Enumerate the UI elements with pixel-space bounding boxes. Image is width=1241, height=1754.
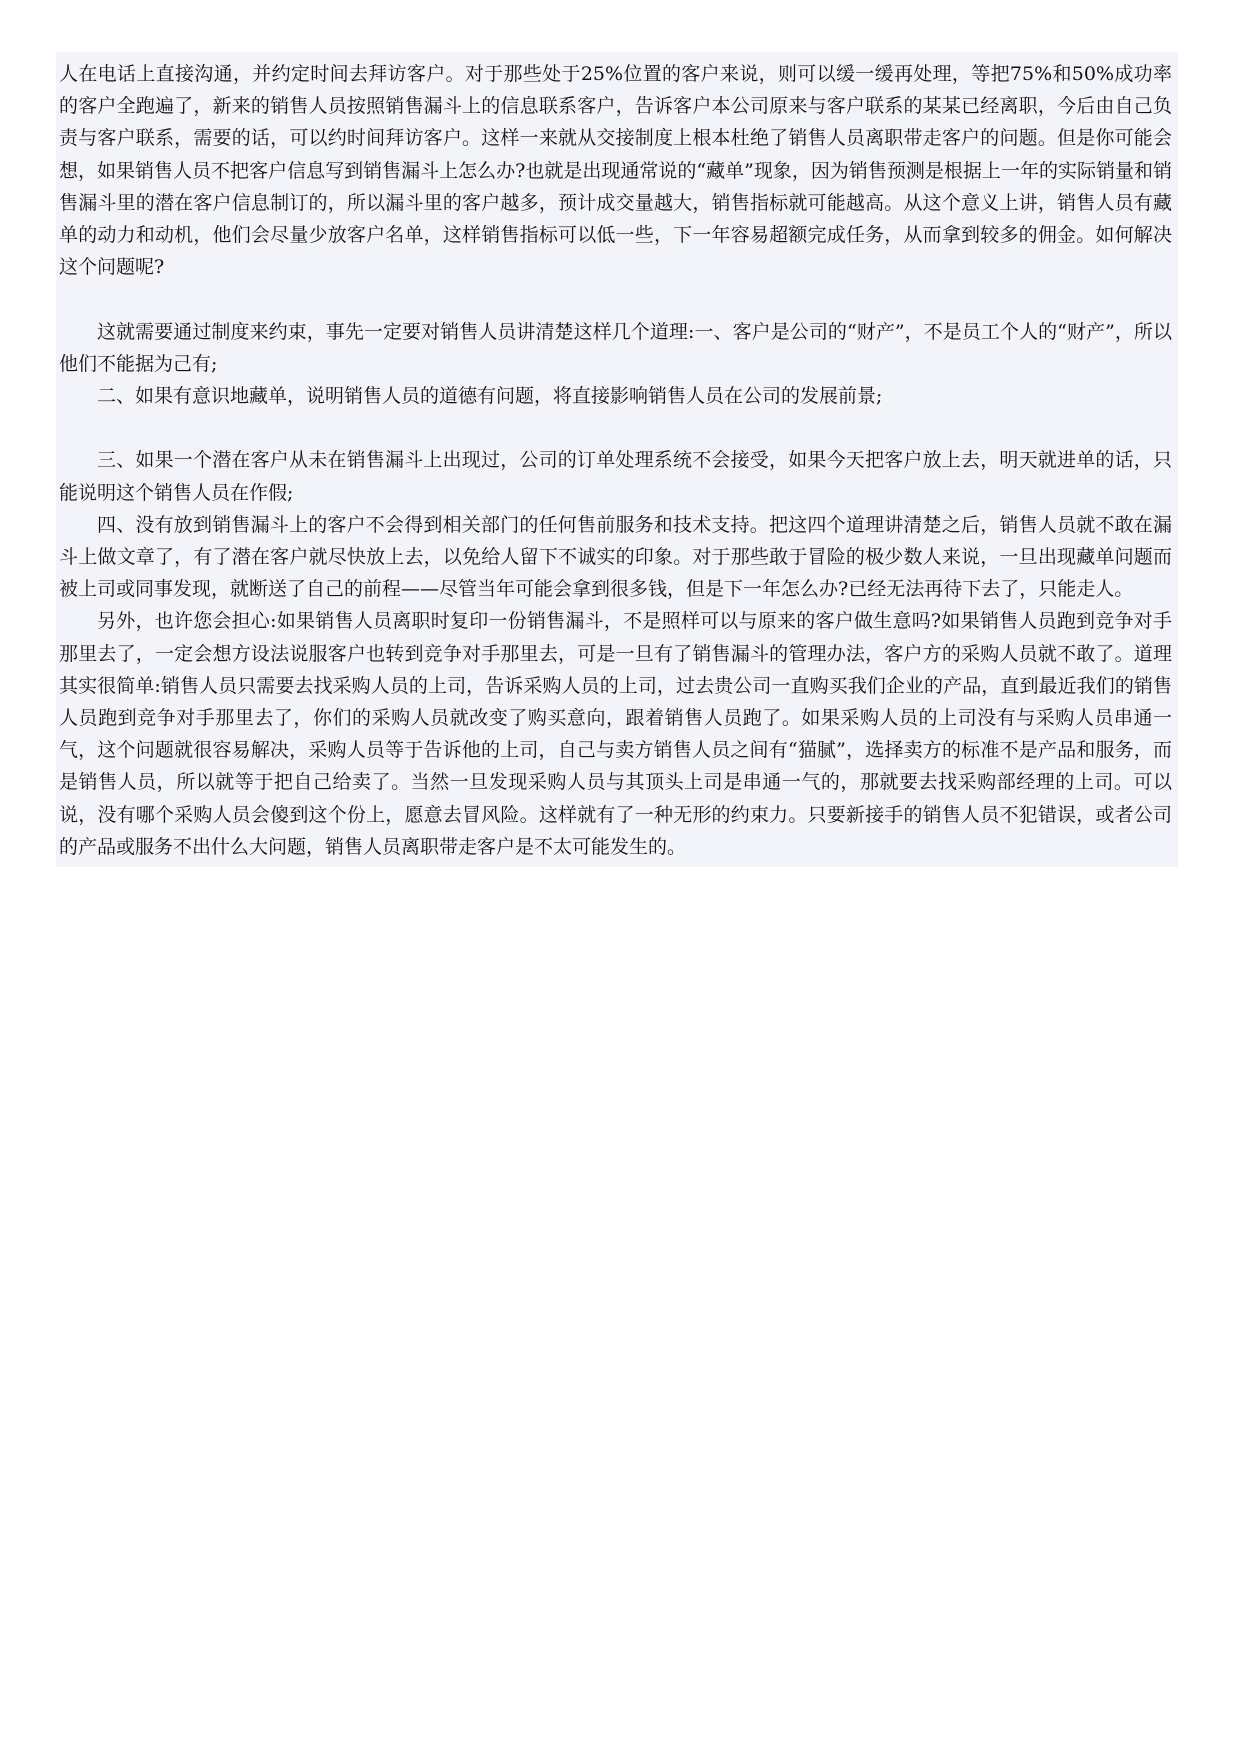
paragraph-1: 人在电话上直接沟通，并约定时间去拜访客户。对于那些处于25%位置的客户来说，则可以缓一缓再处理，等把75%和50%成功率的客户全跑遍了，新来的销售人员按照销售漏斗上的信息联系客户，告诉客户本公司原来与客户联系的某某已经离职，今后由自己负责与客户联系，需要的话，可以约时间拜访客户。这样一来就从交接制度上根本杜绝了销售人员离职带走客户的问题。但是你可能会想，如果销售人员不把客户信息写到销售漏斗上怎么办?也就是出现通常说的“藏单”现象，因为销售预测是根据上一年的实际销量和销售漏斗里的潜在客户信息制订的，所以漏斗里的客户越多，预计成交量越大，销售指标就可能越高。从这个意义上讲，销售人员有藏单的动力和动机，他们会尽量少放客户名单，这样销售指标可以低一些，下一年容易超额完成任务，从而拿到较多的佣金。如何解决这个问题呢?	[59, 63, 1172, 279]
blank-line	[59, 283, 1172, 315]
paragraph-2: 这就需要通过制度来约束，事先一定要对销售人员讲清楚这样几个道理:一、客户是公司的“财产”，不是员工个人的“财产”，所以他们不能据为己有;	[59, 320, 1172, 375]
paragraph-4: 三、如果一个潜在客户从未在销售漏斗上出现过，公司的订单处理系统不会接受，如果今天把客户放上去，明天就进单的话，只能说明这个销售人员在作假;	[59, 449, 1172, 504]
document-body	[56, 52, 1178, 867]
paragraph-5: 四、没有放到销售漏斗上的客户不会得到相关部门的任何售前服务和技术支持。把这四个道理讲清楚之后，销售人员就不敢在漏斗上做文章了，有了潜在客户就尽快放上去，以免给人留下不诚实的印象。对于那些敢于冒险的极少数人来说，一旦出现藏单问题而被上司或同事发现，就断送了自己的前程——尽管当年可能会拿到很多钱，但是下一年怎么办?已经无法再待下去了，只能走人。	[59, 513, 1172, 601]
paragraph-6: 另外，也许您会担心:如果销售人员离职时复印一份销售漏斗，不是照样可以与原来的客户做生意吗?如果销售人员跑到竞争对手那里去了，一定会想方设法说服客户也转到竞争对手那里去，可是一旦有了销售漏斗的管理办法，客户方的采购人员就不敢了。道理其实很简单:销售人员只需要去找采购人员的上司，告诉采购人员的上司，过去贵公司一直购买我们企业的产品，直到最近我们的销售人员跑到竞争对手那里去了，你们的采购人员就改变了购买意向，跟着销售人员跑了。如果采购人员的上司没有与采购人员串通一气，这个问题就很容易解决，采购人员等于告诉他的上司，自己与卖方销售人员之间有“猫腻”，选择卖方的标准不是产品和服务，而是销售人员，所以就等于把自己给卖了。当然一旦发现采购人员与其顶头上司是串通一气的，那就要去找采购部经理的上司。可以说，没有哪个采购人员会傻到这个份上，愿意去冒风险。这样就有了一种无形的约束力。只要新接手的销售人员不犯错误，或者公司的产品或服务不出什么大问题，销售人员离职带走客户是不太可能发生的。	[59, 610, 1172, 858]
paragraph-3: 二、如果有意识地藏单，说明销售人员的道德有问题，将直接影响销售人员在公司的发展前景;	[97, 385, 883, 408]
blank-line	[59, 412, 1172, 444]
